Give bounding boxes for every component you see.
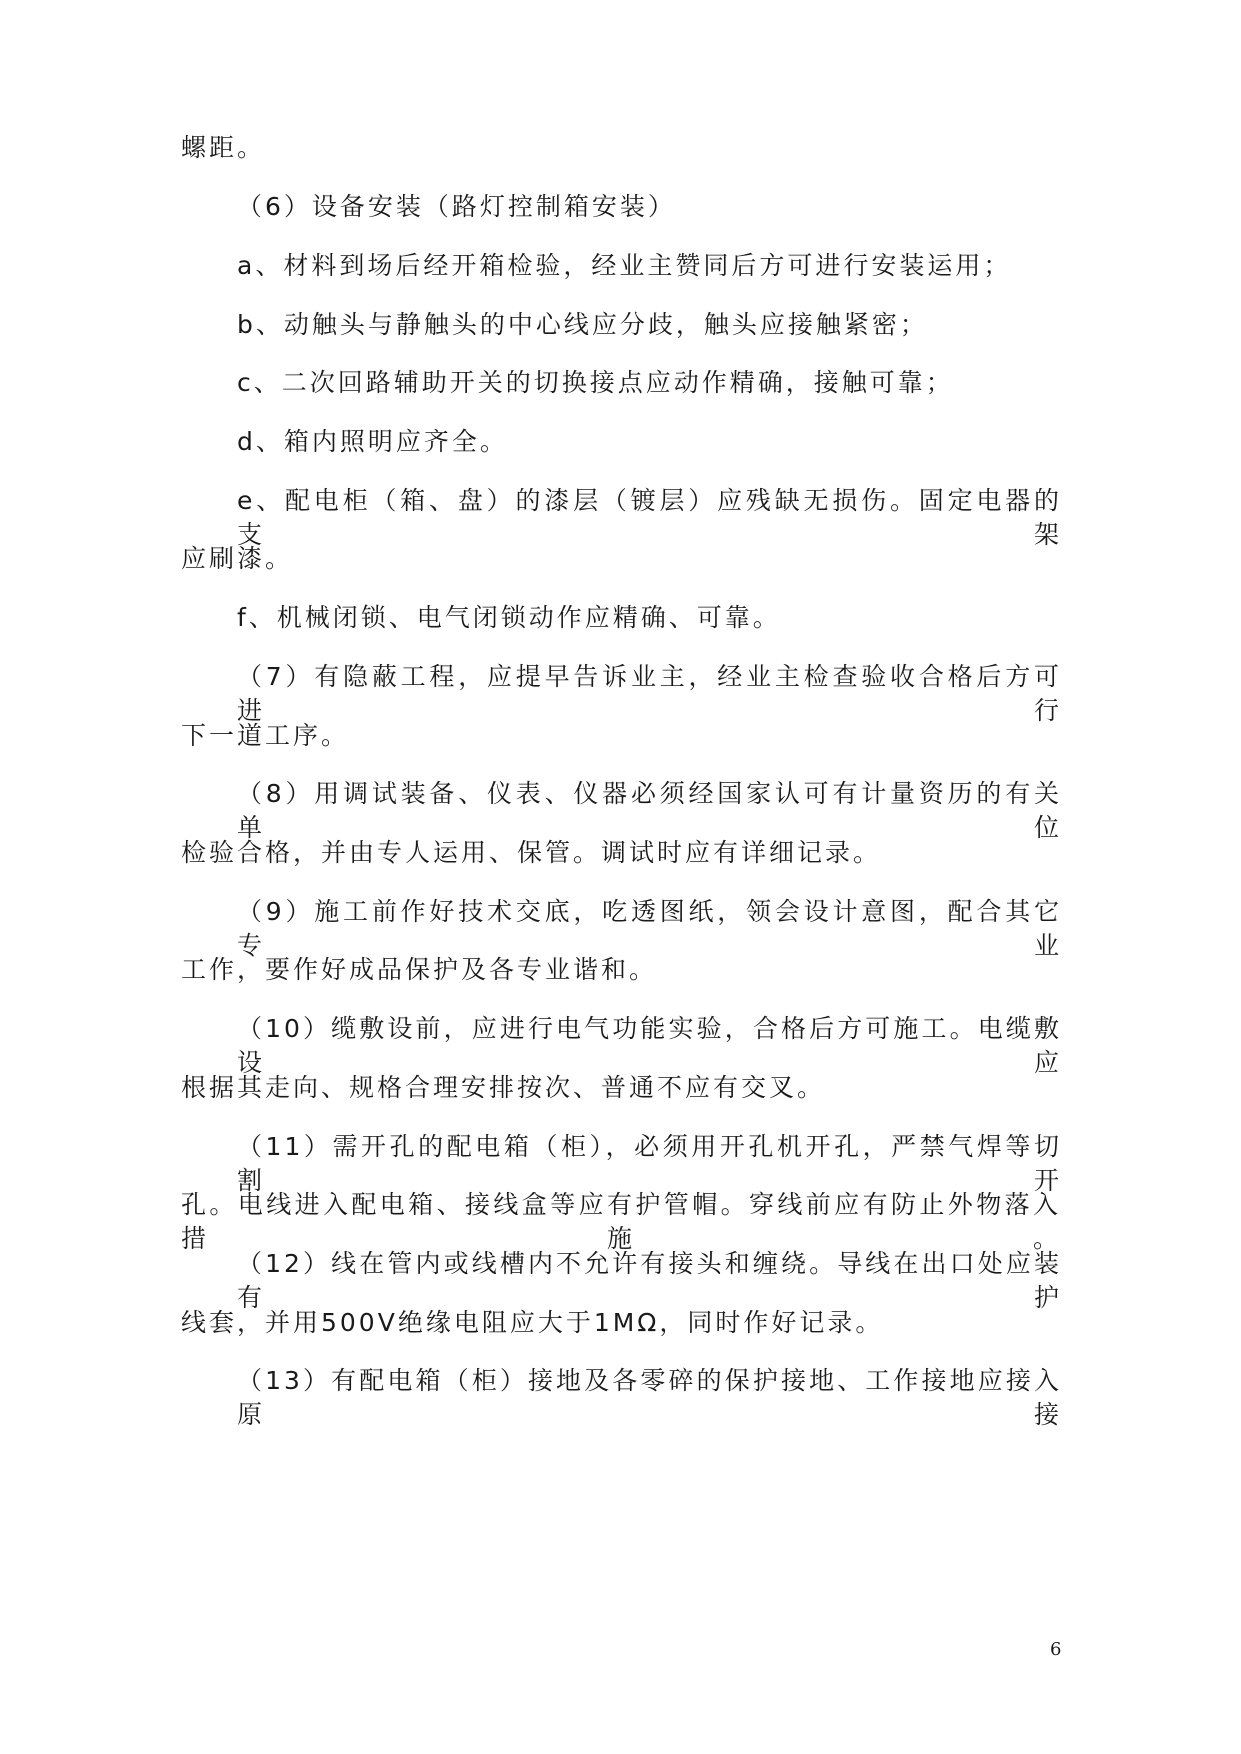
text-line: f、机械闭锁、电气闭锁动作应精确、可靠。 bbox=[237, 603, 781, 632]
text-line: 下一道工序。 bbox=[181, 721, 350, 750]
text-line: b、动触头与静触头的中心线应分歧，触头应接触紧密； bbox=[237, 310, 928, 339]
text-line: e、配电柜（箱、盘）的漆层（镀层）应残缺无损伤。固定电器的支架 bbox=[237, 486, 1062, 549]
text-line: 孔。电线进入配电箱、接线盒等应有护管帽。穿线前应有防止外物落入措施。 bbox=[181, 1190, 1061, 1253]
text-line: 线套，并用500V绝缘电阻应大于1MΩ，同时作好记录。 bbox=[181, 1308, 884, 1337]
text-line: （12）线在管内或线槽内不允许有接头和缠绕。导线在出口处应装有护 bbox=[237, 1249, 1062, 1312]
text-line: （8）用调试装备、仪表、仪器必须经国家认可有计量资历的有关单位 bbox=[237, 779, 1062, 842]
text-line: 工作，要作好成品保护及各专业谐和。 bbox=[181, 955, 658, 984]
text-line: 检验合格，并由专人运用、保管。调试时应有详细记录。 bbox=[181, 838, 882, 867]
text-line: d、箱内照明应齐全。 bbox=[237, 427, 508, 456]
text-line: （11）需开孔的配电箱（柜），必须用开孔机开孔，严禁气焊等切割开 bbox=[237, 1132, 1062, 1195]
text-line: 螺距。 bbox=[181, 133, 266, 162]
text-line: 应刷漆。 bbox=[181, 544, 294, 573]
text-line: a、材料到场后经开箱检验，经业主赞同后方可进行安装运用； bbox=[237, 251, 1012, 280]
text-line: （9）施工前作好技术交底，吃透图纸，领会设计意图，配合其它专业 bbox=[237, 897, 1062, 960]
text-line: 根据其走向、规格合理安排按次、普通不应有交叉。 bbox=[181, 1073, 826, 1102]
section-heading: （6）设备安装（路灯控制箱安装） bbox=[237, 192, 676, 221]
text-line: （7）有隐蔽工程，应提早告诉业主，经业主检查验收合格后方可进行 bbox=[237, 662, 1062, 725]
text-line: （10）缆敷设前，应进行电气功能实验，合格后方可施工。电缆敷设应 bbox=[237, 1014, 1062, 1077]
text-line: （13）有配电箱（柜）接地及各零碎的保护接地、工作接地应接入原接 bbox=[237, 1366, 1062, 1429]
page-number: 6 bbox=[1050, 1639, 1062, 1660]
text-line: c、二次回路辅助开关的切换接点应动作精确，接触可靠； bbox=[237, 368, 954, 397]
